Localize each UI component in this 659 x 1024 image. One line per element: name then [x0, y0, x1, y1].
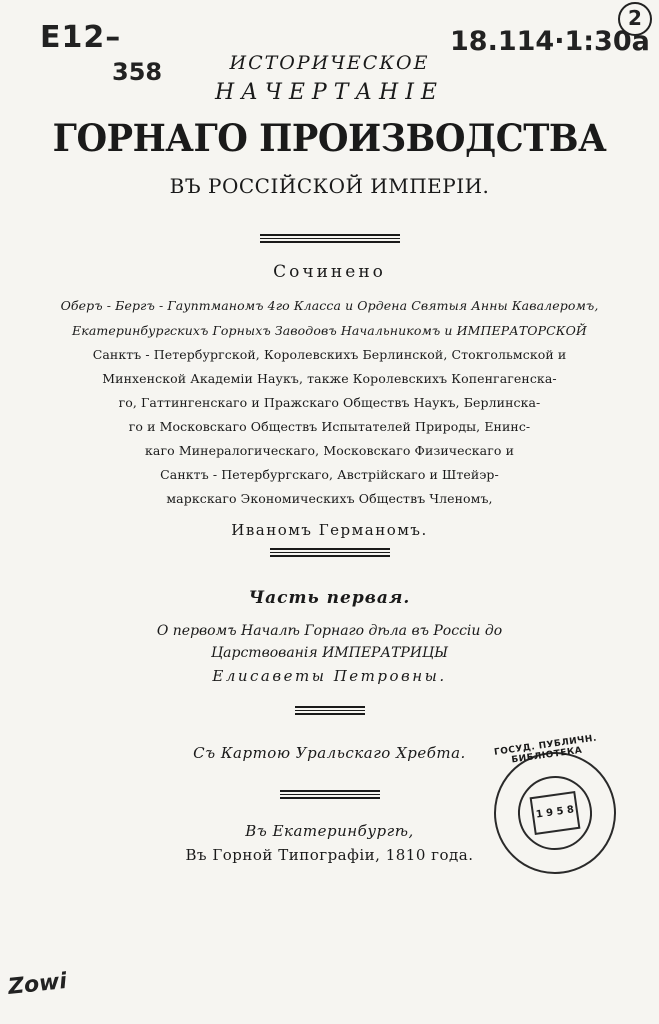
shelfmark-right-text: 18.114·1:30a — [450, 26, 650, 57]
author-line-2: Екатеринбургскихъ Горныхъ Заводовъ Начальникомъ и ИМПЕРАТОРСКОЙ — [72, 323, 587, 338]
title-line-3: ГОРНАГО ПРОИЗВОДСТВА — [52, 116, 607, 160]
signature-text: Zowi — [6, 968, 69, 1001]
handwritten-signature — [7, 969, 68, 1000]
stamp-ring-text: ГОСУД. ПУБЛИЧН. БИБЛIОТЕКА — [493, 733, 598, 766]
title-line-2: НАЧЕРТАНIЕ — [215, 80, 444, 105]
handwritten-corner-mark — [618, 2, 652, 36]
author-line-9: маркскаго Экономическихъ Обществъ Членомъ, — [166, 491, 493, 506]
imprint-line-1: Въ Екатеринбургѣ, — [245, 822, 414, 840]
author-line-8: Санктъ - Петербургскаго, Австрiйскаго и Штейэр- — [160, 467, 499, 482]
author-line-6: го и Московскаго Обществъ Испытателей Природы, Енинс- — [128, 419, 531, 434]
author-line-5: го, Гаттингенскаго и Пражскаго Обществъ Наукъ, Берлинска- — [118, 395, 541, 410]
ornamental-rule-2 — [270, 548, 390, 559]
part-line-1: О первомъ Началѣ Горнаго дѣла въ Россiи до — [156, 623, 503, 639]
author-name: Иваномъ Германомъ. — [231, 521, 428, 539]
imprint-line-2: Въ Горной Типографiи, 1810 года. — [185, 846, 474, 864]
ornamental-rule — [260, 234, 400, 245]
part-line-2: Царствованiя ИМПЕРАТРИЦЫ — [210, 645, 449, 661]
shelfmark-left-line1: E12– — [40, 20, 122, 55]
ornamental-rule-3 — [295, 706, 365, 717]
title-line-1: ИСТОРИЧЕСКОЕ — [229, 52, 430, 74]
part-line-3: Елисаветы Петровны. — [212, 667, 447, 685]
shelfmark-left-line2: 358 — [112, 58, 163, 86]
author-line-4: Минхенской Академiи Наукъ, также Королевскихъ Копенгагенска- — [102, 371, 557, 386]
corner-mark-text: 2 — [628, 6, 642, 30]
stamp-inner-box — [530, 791, 581, 835]
map-note: Съ Картою Уральскаго Хребта. — [193, 744, 466, 762]
handwritten-shelfmark-left — [40, 20, 121, 55]
title-line-4: ВЪ РОССIЙСКОЙ ИМПЕРIИ. — [169, 174, 490, 198]
author-line-1: Оберъ - Бергъ - Гауптманомъ 4го Класса и Ордена Святыя Анны Кавалеромъ, — [60, 298, 599, 313]
author-line-7: каго Минералогическаго, Московскаго Физическаго и — [145, 443, 514, 458]
author-intro: Сочинено — [273, 262, 386, 282]
part-heading: Часть первая. — [248, 588, 411, 608]
author-line-3: Санктъ - Петербургской, Королевскихъ Берлинской, Стокгольмской и — [92, 347, 567, 362]
ornamental-rule-4 — [280, 790, 380, 801]
stamp-inner-text: 1 9 5 8 — [535, 804, 575, 821]
